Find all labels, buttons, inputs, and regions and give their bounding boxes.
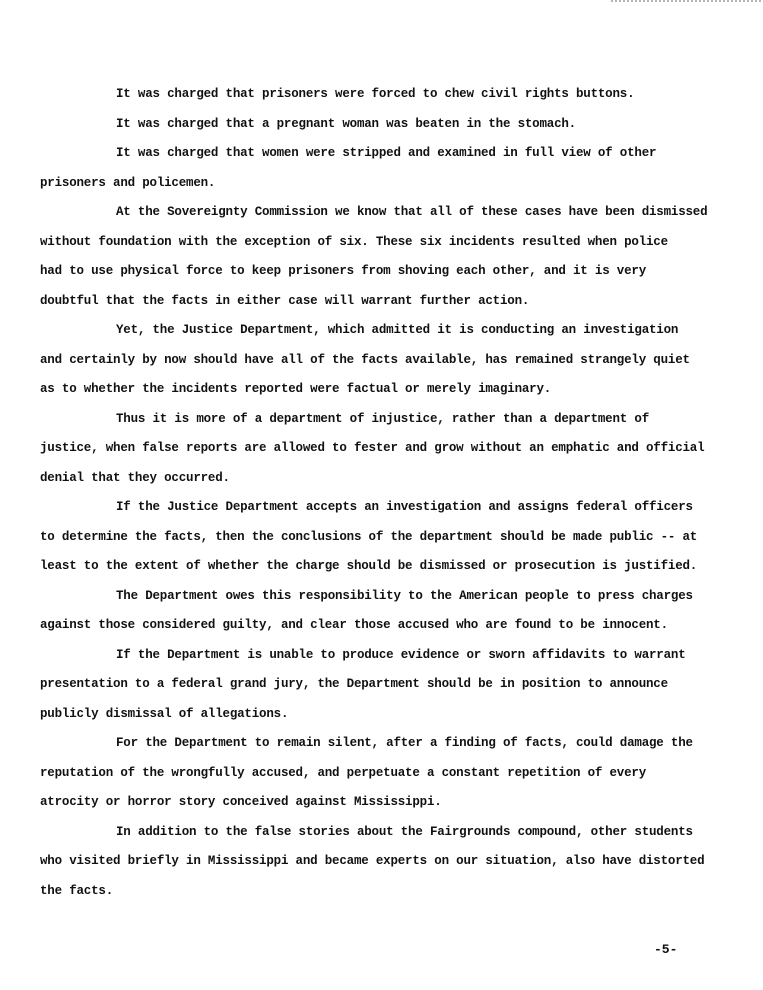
text-line: and certainly by now should have all of the facts available, has remained strangely quiet bbox=[40, 352, 690, 367]
text-line: For the Department to remain silent, after a finding of facts, could damage the bbox=[116, 736, 693, 750]
page-number: -5- bbox=[654, 942, 678, 957]
text-line: The Department owes this responsibility to the American people to press charges bbox=[116, 588, 693, 603]
text-line: least to the extent of whether the charge should be dismissed or prosecution is justified. bbox=[40, 559, 698, 573]
text-line: Yet, the Justice Department, which admitted it is conducting an investigation bbox=[116, 323, 679, 337]
paragraph bbox=[40, 493, 730, 582]
text-line: In addition to the false stories about the Fairgrounds compound, other students bbox=[116, 824, 693, 839]
paragraph bbox=[40, 582, 730, 641]
text-line: doubtful that the facts in either case will warrant further action. bbox=[40, 293, 530, 308]
text-line: presentation to a federal grand jury, the Department should be in position to announce bbox=[40, 677, 668, 691]
text-line: At the Sovereignty Commission we know that all of these cases have been dismissed bbox=[116, 205, 708, 219]
text-line: It was charged that a pregnant woman was beaten in the stomach. bbox=[116, 116, 576, 131]
top-edge-dotted-mark bbox=[611, 0, 761, 2]
text-line: reputation of the wrongfully accused, and perpetuate a constant repetition of every bbox=[40, 765, 647, 780]
paragraph bbox=[40, 80, 730, 110]
text-line: as to whether the incidents reported were factual or merely imaginary. bbox=[40, 382, 552, 396]
paragraph bbox=[40, 139, 730, 198]
text-line: without foundation with the exception of six. These six incidents resulted when police bbox=[40, 234, 668, 249]
text-line: against those considered guilty, and clear those accused who are found to be innocent. bbox=[40, 618, 668, 632]
text-line: It was charged that women were stripped and examined in full view of other bbox=[116, 146, 657, 160]
text-line: publicly dismissal of allegations. bbox=[40, 706, 289, 721]
text-line: It was charged that prisoners were forced to chew civil rights buttons. bbox=[116, 87, 635, 101]
text-line: who visited briefly in Mississippi and became experts on our situation, also have distorted bbox=[40, 854, 705, 868]
text-line: If the Department is unable to produce evidence or sworn affidavits to warrant bbox=[116, 647, 686, 662]
body-text bbox=[40, 80, 730, 906]
paragraph bbox=[40, 316, 730, 405]
text-line: If the Justice Department accepts an investigation and assigns federal officers bbox=[116, 500, 693, 514]
text-line: to determine the facts, then the conclusions of the department should be made public -- at bbox=[40, 529, 698, 544]
text-line: Thus it is more of a department of injustice, rather than a department of bbox=[116, 411, 649, 426]
paragraph bbox=[40, 729, 730, 818]
text-line: atrocity or horror story conceived against Mississippi. bbox=[40, 795, 442, 809]
text-line: denial that they occurred. bbox=[40, 470, 230, 485]
text-line: had to use physical force to keep prisoners from shoving each other, and it is very bbox=[40, 264, 647, 278]
text-line: justice, when false reports are allowed to fester and grow without an emphatic and official bbox=[40, 441, 705, 455]
text-line: prisoners and policemen. bbox=[40, 175, 216, 190]
paragraph bbox=[40, 110, 730, 140]
paragraph bbox=[40, 198, 730, 316]
paragraph bbox=[40, 405, 730, 494]
paragraph bbox=[40, 818, 730, 907]
paragraph bbox=[40, 641, 730, 730]
text-line: the facts. bbox=[40, 883, 114, 898]
